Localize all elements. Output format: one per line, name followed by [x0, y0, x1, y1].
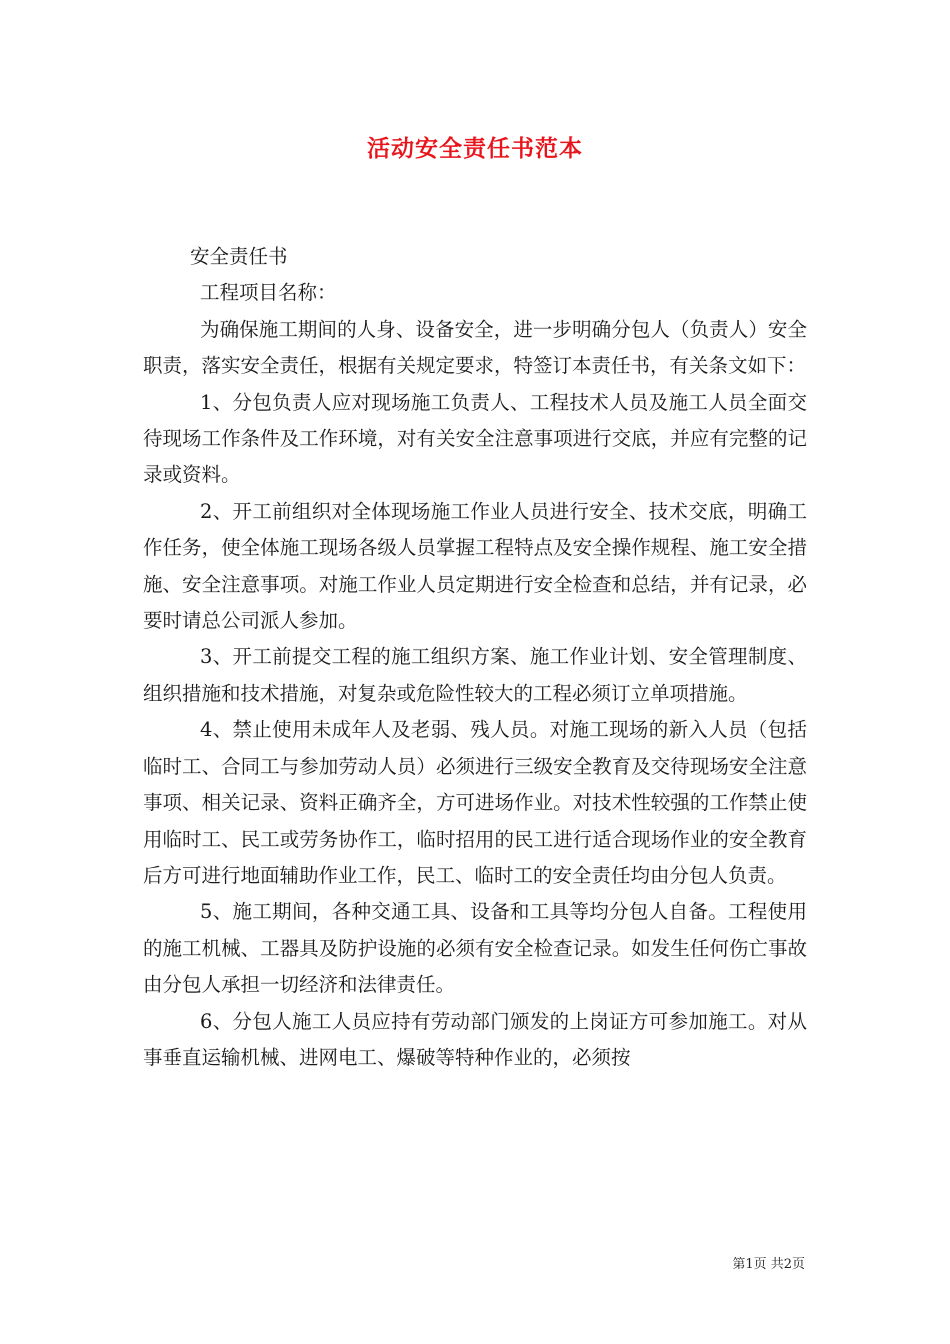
- clause-4: 4、禁止使用未成年人及老弱、残人员。对施工现场的新入人员（包括临时工、合同工与参加劳动人员）必须进行三级安全教育及交待现场安全注意事项、相关记录、资料正确齐全，方可进场作业。对技术性较强的工作禁止使用临时工、民工或劳务协作工，临时招用的民工进行适合现场作业的安全教育后方可进行地面辅助作业工作，民工、临时工的安全责任均由分包人负责。: [143, 718, 807, 887]
- section-heading: 安全责任书: [190, 245, 288, 268]
- clause-6: 6、分包人施工人员应持有劳动部门颁发的上岗证方可参加施工。对从事垂直运输机械、进网电工、爆破等特种作业的，必须按: [143, 1009, 807, 1069]
- clause-5: 5、施工期间，各种交通工具、设备和工具等均分包人自备。工程使用的施工机械、工器具及防护设施的必须有安全检查记录。如发生任何伤亡事故由分包人承担一切经济和法律责任。: [143, 900, 807, 997]
- intro-paragraph: 为确保施工期间的人身、设备安全，进一步明确分包人（负责人）安全职责，落实安全责任，根据有关规定要求，特签订本责任书，有关条文如下：: [143, 317, 807, 378]
- clause-2: 2、开工前组织对全体现场施工作业人员进行安全、技术交底，明确工作任务，使全体施工现场各级人员掌握工程特点及安全操作规程、施工安全措施、安全注意事项。对施工作业人员定期进行安全检查和总结，并有记录，必要时请总公司派人参加。: [143, 499, 807, 633]
- project-name-label: 工程项目名称：: [200, 281, 337, 305]
- page-number-footer: 第1页 共2页: [732, 1257, 805, 1272]
- document-title: 活动安全责任书范本: [367, 135, 583, 162]
- document-body: [143, 239, 807, 1076]
- clause-3: 3、开工前提交工程的施工组织方案、施工作业计划、安全管理制度、组织措施和技术措施，对复杂或危险性较大的工程必须订立单项措施。: [143, 645, 807, 705]
- clause-1: 1、分包负责人应对现场施工负责人、工程技术人员及施工人员全面交待现场工作条件及工作环境，对有关安全注意事项进行交底，并应有完整的记录或资料。: [143, 390, 807, 487]
